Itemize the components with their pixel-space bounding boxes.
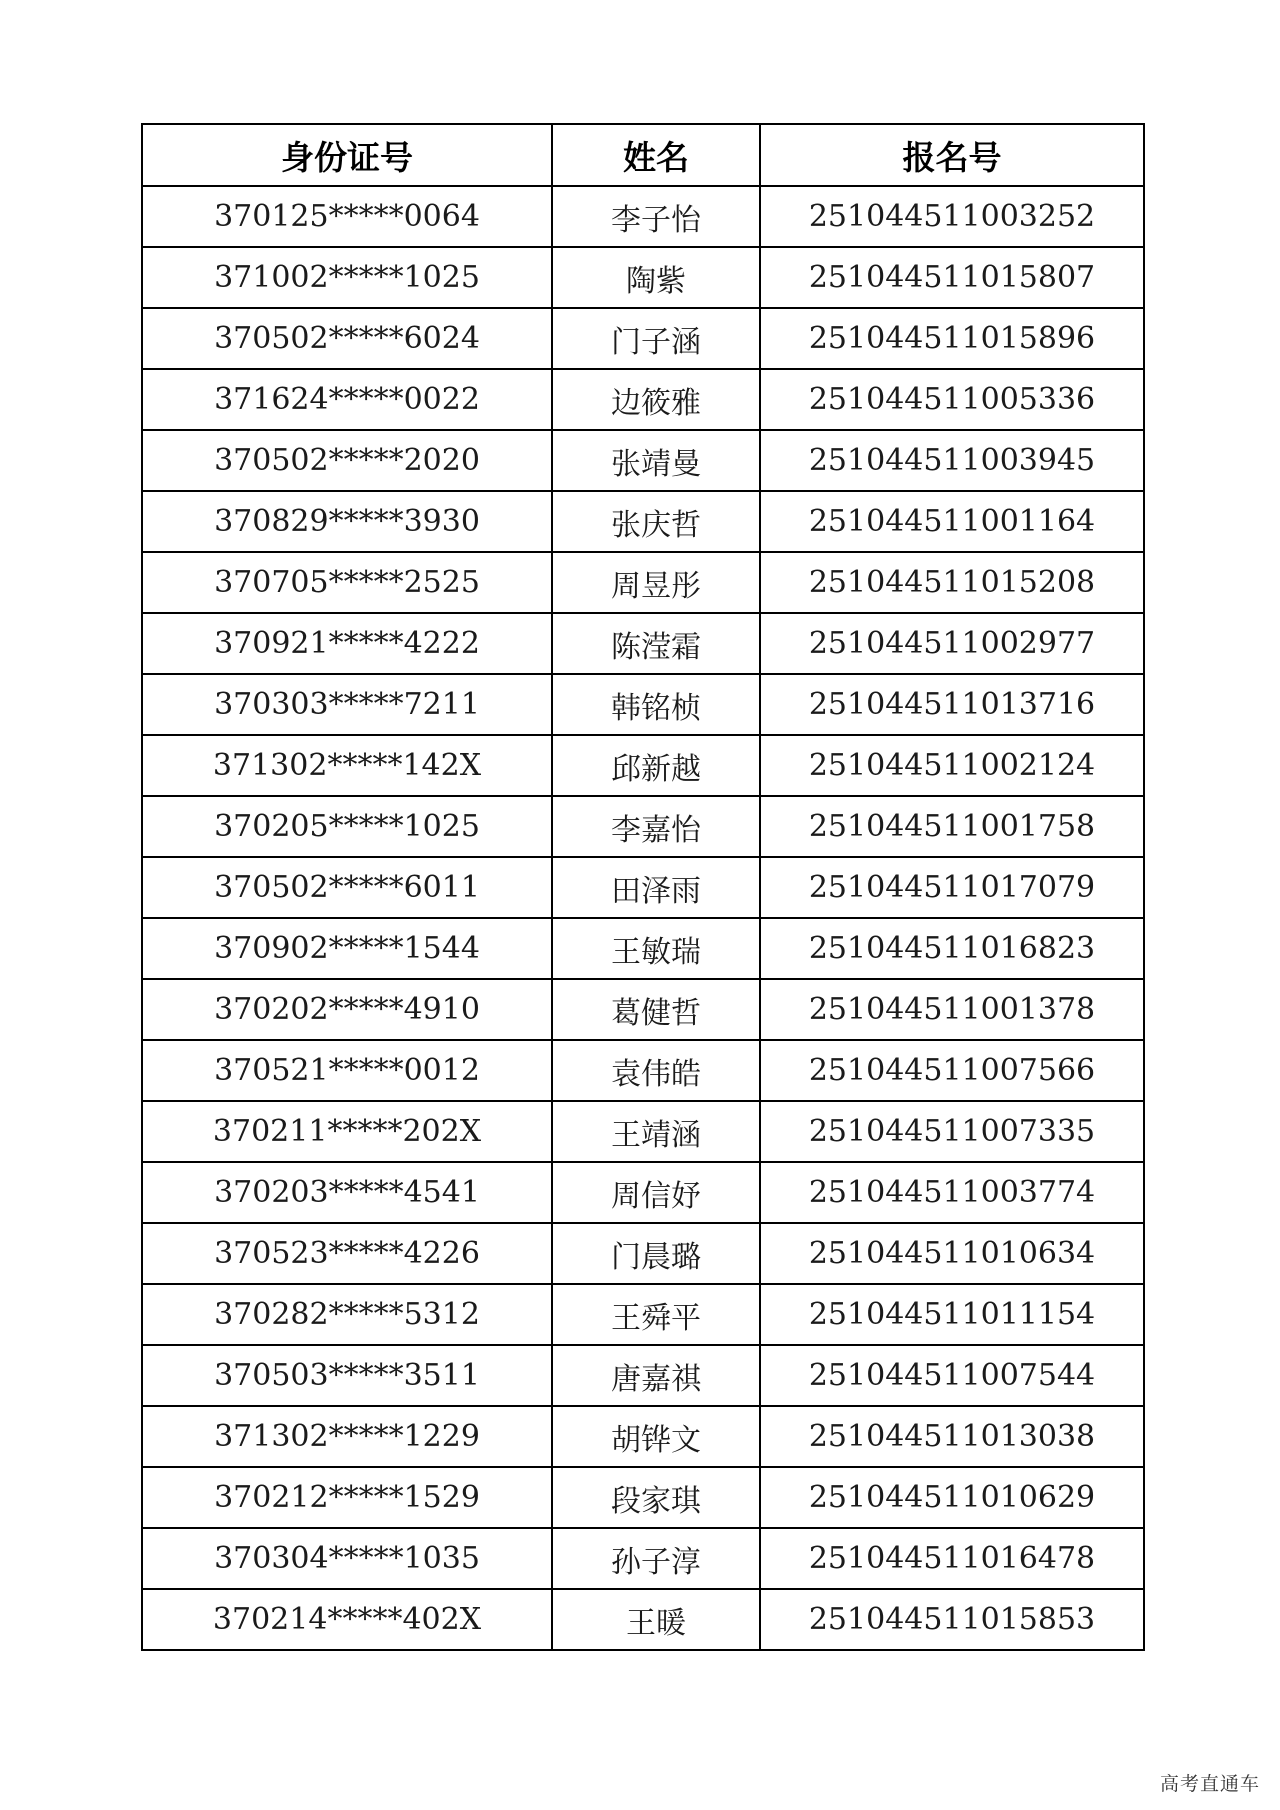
table-row [142,1223,1144,1284]
cell-id-number: 370212*****1529 [142,1467,552,1528]
cell-id-number: 370521*****0012 [142,1040,552,1101]
table-row [142,1040,1144,1101]
cell-registration-number: 251044511015208 [760,552,1144,613]
table-row [142,796,1144,857]
cell-registration-number: 251044511015807 [760,247,1144,308]
cell-name: 葛健哲 [552,979,760,1040]
watermark: 高考直通车 [1159,1773,1260,1795]
cell-id-number: 371624*****0022 [142,369,552,430]
header-id-number: 身份证号 [142,124,552,186]
cell-registration-number: 251044511007335 [760,1101,1144,1162]
cell-registration-number: 251044511013038 [760,1406,1144,1467]
cell-name: 韩铭桢 [552,674,760,735]
cell-name: 门子涵 [552,308,760,369]
cell-id-number: 370214*****402X [142,1589,552,1650]
cell-registration-number: 251044511002124 [760,735,1144,796]
cell-registration-number: 251044511002977 [760,613,1144,674]
cell-name: 周昱彤 [552,552,760,613]
cell-registration-number: 251044511011154 [760,1284,1144,1345]
cell-id-number: 370705*****2525 [142,552,552,613]
cell-id-number: 370205*****1025 [142,796,552,857]
cell-name: 王敏瑞 [552,918,760,979]
cell-registration-number: 251044511001758 [760,796,1144,857]
table-row [142,430,1144,491]
cell-name: 门晨璐 [552,1223,760,1284]
cell-registration-number: 251044511003252 [760,186,1144,247]
cell-registration-number: 251044511001164 [760,491,1144,552]
cell-registration-number: 251044511015853 [760,1589,1144,1650]
table-row [142,369,1144,430]
cell-name: 陶紫 [552,247,760,308]
cell-registration-number: 251044511010629 [760,1467,1144,1528]
cell-name: 唐嘉祺 [552,1345,760,1406]
cell-name: 边筱雅 [552,369,760,430]
table-row [142,1467,1144,1528]
cell-registration-number: 251044511001378 [760,979,1144,1040]
cell-registration-number: 251044511015896 [760,308,1144,369]
table-row [142,857,1144,918]
cell-name: 张靖曼 [552,430,760,491]
cell-name: 胡铧文 [552,1406,760,1467]
cell-id-number: 370282*****5312 [142,1284,552,1345]
cell-id-number: 370503*****3511 [142,1345,552,1406]
cell-registration-number: 251044511007566 [760,1040,1144,1101]
table-row [142,613,1144,674]
cell-id-number: 370303*****7211 [142,674,552,735]
cell-name: 李子怡 [552,186,760,247]
cell-registration-number: 251044511003774 [760,1162,1144,1223]
cell-registration-number: 251044511003945 [760,430,1144,491]
cell-id-number: 371302*****1229 [142,1406,552,1467]
table-row [142,674,1144,735]
table-row [142,1101,1144,1162]
cell-name: 张庆哲 [552,491,760,552]
table-row [142,979,1144,1040]
table-row [142,735,1144,796]
cell-id-number: 370902*****1544 [142,918,552,979]
cell-registration-number: 251044511017079 [760,857,1144,918]
cell-id-number: 370304*****1035 [142,1528,552,1589]
table-row [142,1345,1144,1406]
header-registration-number: 报名号 [760,124,1144,186]
cell-id-number: 370125*****0064 [142,186,552,247]
cell-name: 王舜平 [552,1284,760,1345]
cell-name: 段家琪 [552,1467,760,1528]
cell-id-number: 370502*****2020 [142,430,552,491]
table-row [142,552,1144,613]
header-name: 姓名 [552,124,760,186]
table-row [142,1589,1144,1650]
table-row [142,491,1144,552]
cell-name: 邱新越 [552,735,760,796]
cell-name: 王暖 [552,1589,760,1650]
cell-id-number: 370202*****4910 [142,979,552,1040]
table-row [142,308,1144,369]
table-row [142,918,1144,979]
cell-id-number: 370502*****6024 [142,308,552,369]
table-row [142,1284,1144,1345]
cell-name: 陈滢霜 [552,613,760,674]
cell-name: 王靖涵 [552,1101,760,1162]
table-row [142,1528,1144,1589]
cell-name: 袁伟皓 [552,1040,760,1101]
table-row [142,247,1144,308]
cell-registration-number: 251044511016478 [760,1528,1144,1589]
admission-list-table [141,123,1145,1651]
cell-id-number: 370829*****3930 [142,491,552,552]
header-row [142,124,1144,186]
table-body [142,186,1144,1650]
table-row [142,186,1144,247]
cell-registration-number: 251044511013716 [760,674,1144,735]
cell-registration-number: 251044511007544 [760,1345,1144,1406]
cell-registration-number: 251044511016823 [760,918,1144,979]
cell-name: 周信妤 [552,1162,760,1223]
cell-name: 田泽雨 [552,857,760,918]
cell-id-number: 370203*****4541 [142,1162,552,1223]
cell-id-number: 370921*****4222 [142,613,552,674]
cell-name: 李嘉怡 [552,796,760,857]
cell-name: 孙子淳 [552,1528,760,1589]
cell-registration-number: 251044511005336 [760,369,1144,430]
cell-id-number: 370523*****4226 [142,1223,552,1284]
cell-registration-number: 251044511010634 [760,1223,1144,1284]
table-header [142,124,1144,186]
cell-id-number: 371002*****1025 [142,247,552,308]
cell-id-number: 370211*****202X [142,1101,552,1162]
cell-id-number: 370502*****6011 [142,857,552,918]
table-row [142,1406,1144,1467]
cell-id-number: 371302*****142X [142,735,552,796]
table-row [142,1162,1144,1223]
